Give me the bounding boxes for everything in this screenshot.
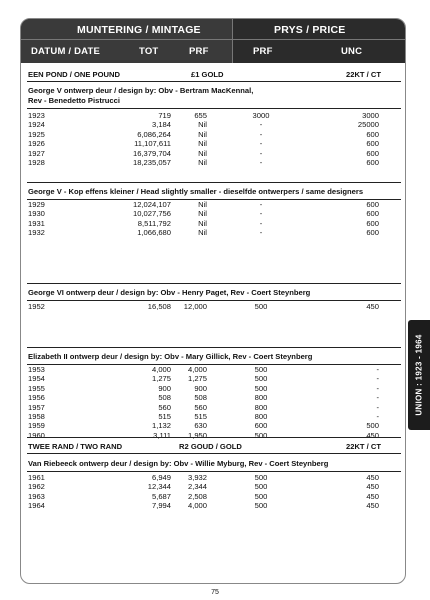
designer-line-gv-1: George V ontwerp deur / design by: Obv - Bertram MacKennal,	[28, 86, 254, 95]
header-split	[232, 19, 233, 63]
cell-prf: 4,000	[187, 365, 207, 374]
cell-p-prf: 500	[254, 491, 268, 501]
cell-unc: 600	[366, 129, 379, 139]
cell-p-prf: 500	[254, 482, 268, 492]
cell-year: 1964	[28, 501, 45, 511]
cell-tot: 7,994	[151, 501, 171, 511]
cell-prf: Nil	[198, 200, 207, 209]
cell-unc: 600	[366, 139, 379, 149]
cell-tot: 4,000	[151, 365, 171, 374]
section-metal-rand: R2 GOUD / GOLD	[179, 442, 242, 451]
cell-p-prf: 500	[254, 374, 268, 384]
cell-prf: Nil	[198, 120, 207, 130]
cell-tot: 10,027,756	[132, 209, 171, 219]
cell-unc: -	[376, 374, 379, 384]
table-header	[21, 19, 405, 63]
cell-year: 1931	[28, 218, 45, 228]
cell-prf: 560	[194, 402, 207, 412]
cell-unc: 500	[366, 421, 379, 431]
page-number: 75	[211, 589, 219, 596]
header-price-prf: PRF	[253, 46, 273, 57]
section-rule	[27, 471, 401, 472]
cell-unc: 25000	[357, 120, 379, 130]
section-carat-pound: 22KT / CT	[346, 70, 382, 79]
cell-tot: 18,235,057	[132, 158, 171, 167]
cell-prf: Nil	[198, 148, 207, 158]
cell-p-prf: -	[259, 148, 263, 158]
cell-tot: 5,687	[151, 491, 171, 501]
cell-tot: 3,184	[151, 120, 171, 130]
cell-year: 1962	[28, 482, 45, 492]
cell-tot: 1,275	[151, 374, 171, 384]
designer-line-gvi: George VI ontwerp deur / design by: Obv - Henry Paget, Rev - Coert Steynberg	[28, 288, 311, 297]
header-mintage: MUNTERING / MINTAGE	[77, 24, 201, 36]
cell-unc: 600	[366, 209, 379, 219]
cell-year: 1953	[28, 365, 45, 374]
cell-tot: 16,508	[147, 302, 171, 311]
cell-year: 1930	[28, 209, 45, 219]
cell-tot: 12,344	[147, 482, 171, 492]
cell-year: 1928	[28, 158, 45, 167]
cell-prf: Nil	[198, 139, 207, 149]
section-rule	[27, 437, 401, 438]
cell-p-prf: 600	[254, 421, 268, 431]
cell-prf: 655	[194, 111, 207, 120]
cell-p-prf: -	[259, 158, 263, 167]
header-tot: TOT	[139, 46, 159, 57]
cell-tot: 6,949	[151, 473, 171, 482]
cell-prf: Nil	[198, 218, 207, 228]
cell-year: 1958	[28, 412, 45, 421]
cell-p-prf: 3000	[252, 111, 270, 120]
cell-prf: Nil	[198, 228, 207, 238]
cell-year: 1963	[28, 491, 45, 501]
section-rule	[27, 182, 401, 183]
cell-tot: 515	[158, 412, 171, 421]
cell-p-prf: 500	[254, 501, 268, 511]
cell-tot: 900	[158, 383, 171, 393]
cell-tot: 3,111	[153, 430, 171, 440]
section-rule	[27, 283, 401, 284]
cell-p-prf: -	[259, 228, 263, 238]
cell-unc: 600	[366, 148, 379, 158]
section-rule	[27, 453, 401, 454]
cell-prf: 4,000	[187, 501, 207, 511]
cell-tot: 719	[158, 111, 171, 120]
header-price: PRYS / PRICE	[274, 24, 346, 36]
section-rule	[27, 108, 401, 109]
page-frame	[20, 18, 406, 584]
section-carat-rand: 22KT / CT	[346, 442, 382, 451]
cell-prf: 515	[194, 412, 207, 421]
cell-p-prf: -	[259, 129, 263, 139]
cell-p-prf: 500	[254, 383, 268, 393]
cell-prf: 12,000	[183, 302, 207, 311]
cell-tot: 508	[158, 393, 171, 403]
cell-prf: 2,508	[187, 491, 207, 501]
cell-p-prf: 500	[254, 302, 268, 311]
section-metal-pound: £1 GOLD	[191, 70, 224, 79]
cell-p-prf: -	[259, 209, 263, 219]
cell-unc: -	[376, 393, 379, 403]
cell-prf: Nil	[198, 129, 207, 139]
cell-p-prf: -	[259, 218, 263, 228]
cell-year: 1955	[28, 383, 45, 393]
section-title-pound: EEN POND / ONE POUND	[28, 70, 120, 79]
cell-prf: 3,932	[187, 473, 207, 482]
cell-year: 1956	[28, 393, 45, 403]
cell-prf: 508	[194, 393, 207, 403]
cell-prf: 1,950	[187, 430, 207, 440]
cell-p-prf: 500	[254, 473, 268, 482]
cell-unc: 3000	[362, 111, 379, 120]
header-unc: UNC	[341, 46, 363, 57]
header-prf: PRF	[189, 46, 209, 57]
cell-prf: 900	[194, 383, 207, 393]
cell-unc: 450	[366, 491, 379, 501]
cell-prf: Nil	[198, 158, 207, 167]
cell-year: 1923	[28, 111, 45, 120]
cell-unc: 600	[366, 218, 379, 228]
cell-year: 1961	[28, 473, 45, 482]
cell-prf: 630	[194, 421, 207, 431]
cell-p-prf: -	[259, 200, 263, 209]
cell-year: 1927	[28, 148, 45, 158]
cell-unc: -	[376, 412, 379, 421]
cell-unc: -	[376, 383, 379, 393]
designer-line-e2: Elizabeth II ontwerp deur / design by: Obv - Mary Gillick, Rev - Coert Steynberg	[28, 352, 313, 361]
side-tab-label: UNION : 1923 - 1964	[414, 334, 424, 416]
designer-line-vr: Van Riebeeck ontwerp deur / design by: Obv - Willie Myburg, Rev - Coert Steynberg	[28, 459, 329, 468]
cell-tot: 8,511,792	[137, 218, 171, 228]
cell-year: 1929	[28, 200, 45, 209]
cell-prf: 2,344	[187, 482, 207, 492]
cell-p-prf: 800	[254, 412, 268, 421]
cell-tot: 1,066,680	[137, 228, 171, 238]
cell-year: 1957	[28, 402, 45, 412]
cell-unc: 450	[366, 482, 379, 492]
cell-tot: 16,379,704	[132, 148, 171, 158]
cell-tot: 6,086,264	[137, 129, 171, 139]
cell-p-prf: 500	[254, 365, 268, 374]
cell-tot: 11,107,611	[134, 139, 171, 149]
cell-tot: 560	[158, 402, 171, 412]
cell-prf: 1,275	[187, 374, 207, 384]
cell-p-prf: 800	[254, 393, 268, 403]
cell-unc: 600	[366, 158, 379, 167]
section-rule	[27, 81, 401, 82]
cell-p-prf: 500	[254, 430, 268, 440]
cell-year: 1924	[28, 120, 45, 130]
cell-year: 1952	[28, 302, 45, 311]
cell-unc: -	[376, 365, 379, 374]
section-title-rand: TWEE RAND / TWO RAND	[28, 442, 123, 451]
cell-unc: 450	[366, 501, 379, 511]
cell-year: 1959	[28, 421, 45, 431]
cell-unc: -	[376, 402, 379, 412]
cell-p-prf: -	[259, 139, 263, 149]
cell-tot: 1,132	[151, 421, 171, 431]
cell-unc: 450	[366, 302, 379, 311]
cell-unc: 600	[366, 200, 379, 209]
header-date: DATUM / DATE	[31, 46, 101, 57]
designer-line-gv-2: Rev - Benedetto Pistrucci	[28, 96, 120, 105]
designer-line-gv-b: George V - Kop effens kleiner / Head slightly smaller - dieselfde ontwerpers / same designers	[28, 187, 364, 196]
cell-p-prf: -	[259, 120, 263, 130]
section-rule	[27, 300, 401, 301]
cell-unc: 450	[366, 473, 379, 482]
cell-unc: 600	[366, 228, 379, 238]
cell-p-prf: 800	[254, 402, 268, 412]
cell-unc: 450	[366, 430, 379, 440]
cell-year: 1925	[28, 129, 45, 139]
cell-year: 1960	[28, 430, 45, 440]
cell-year: 1954	[28, 374, 45, 384]
section-rule	[27, 347, 401, 348]
header-divider	[21, 39, 405, 40]
cell-year: 1926	[28, 139, 45, 149]
cell-year: 1932	[28, 228, 45, 238]
cell-tot: 12,024,107	[132, 200, 171, 209]
cell-prf: Nil	[198, 209, 207, 219]
side-tab	[408, 320, 430, 430]
